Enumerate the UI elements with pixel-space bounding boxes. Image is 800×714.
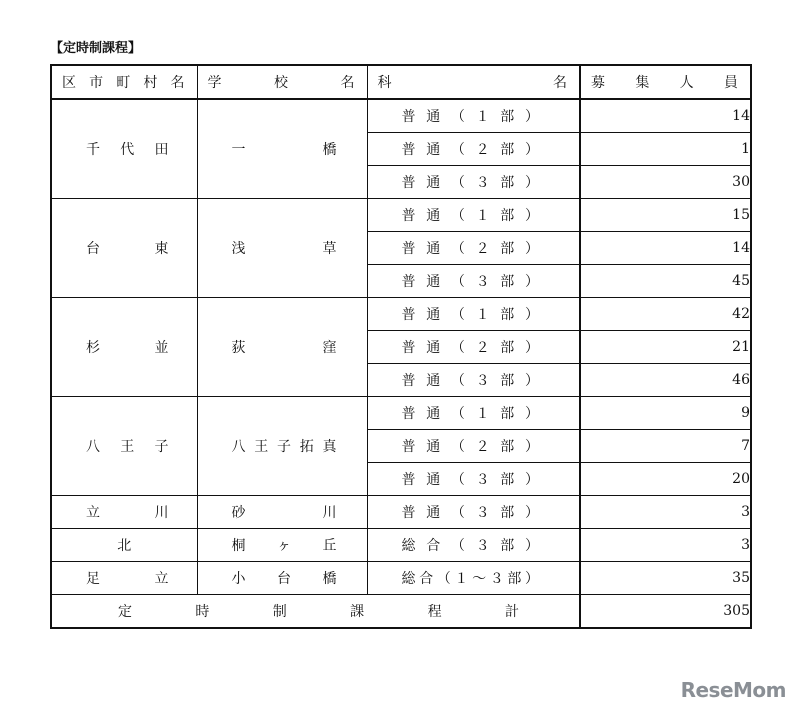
municipality-cell: 立 川 — [51, 496, 197, 529]
capacity-cell: 14 — [580, 99, 751, 133]
course-cell: 普 通 （ １ 部 ） — [367, 99, 580, 133]
course-cell: 普 通 （ ２ 部 ） — [367, 430, 580, 463]
municipality-cell: 八 王 子 — [51, 397, 197, 496]
school-cell: 桐 ヶ 丘 — [197, 529, 367, 562]
capacity-cell: 7 — [580, 430, 751, 463]
capacity-cell: 42 — [580, 298, 751, 331]
capacity-cell: 45 — [580, 265, 751, 298]
capacity-cell: 15 — [580, 199, 751, 232]
capacity-cell: 9 — [580, 397, 751, 430]
header-course: 科 名 — [367, 65, 580, 99]
course-cell: 総 合 （ １ ～ ３ 部 ） — [367, 562, 580, 595]
course-cell: 普 通 （ １ 部 ） — [367, 199, 580, 232]
table-body — [51, 99, 751, 628]
capacity-cell: 14 — [580, 232, 751, 265]
course-cell: 普 通 （ ３ 部 ） — [367, 265, 580, 298]
resemom-logo — [681, 678, 786, 702]
municipality-cell: 足 立 — [51, 562, 197, 595]
table-row — [51, 99, 751, 133]
capacity-cell: 30 — [580, 166, 751, 199]
school-cell: 小 台 橋 — [197, 562, 367, 595]
municipality-cell: 杉 並 — [51, 298, 197, 397]
header-school: 学 校 名 — [197, 65, 367, 99]
course-cell: 普 通 （ ３ 部 ） — [367, 364, 580, 397]
table-row — [51, 298, 751, 331]
municipality-cell: 北 — [51, 529, 197, 562]
table-row — [51, 199, 751, 232]
capacity-cell: 35 — [580, 562, 751, 595]
logo-text: ReseMom — [680, 678, 786, 702]
school-cell: 荻 窪 — [197, 298, 367, 397]
municipality-cell: 台 東 — [51, 199, 197, 298]
course-cell: 普 通 （ １ 部 ） — [367, 298, 580, 331]
header-row — [51, 65, 751, 99]
table-row — [51, 397, 751, 430]
section-heading: 【定時制課程】 — [50, 41, 142, 56]
total-capacity: 305 — [580, 595, 751, 629]
header-capacity: 募 集 人 員 — [580, 65, 751, 99]
capacity-cell: 3 — [580, 496, 751, 529]
table-row — [51, 562, 751, 595]
school-cell: 砂 川 — [197, 496, 367, 529]
school-cell: 浅 草 — [197, 199, 367, 298]
school-cell: 八 王 子 拓 真 — [197, 397, 367, 496]
table-row — [51, 496, 751, 529]
total-row — [51, 595, 751, 629]
enrollment-table — [50, 64, 752, 629]
course-cell: 普 通 （ ３ 部 ） — [367, 496, 580, 529]
course-cell: 普 通 （ ３ 部 ） — [367, 166, 580, 199]
capacity-cell: 46 — [580, 364, 751, 397]
capacity-cell: 21 — [580, 331, 751, 364]
capacity-cell: 3 — [580, 529, 751, 562]
capacity-cell: 1 — [580, 133, 751, 166]
course-cell: 普 通 （ ３ 部 ） — [367, 463, 580, 496]
total-label: 定 時 制 課 程 計 — [51, 595, 580, 629]
municipality-cell: 千 代 田 — [51, 99, 197, 199]
course-cell: 普 通 （ ２ 部 ） — [367, 133, 580, 166]
course-cell: 普 通 （ ２ 部 ） — [367, 232, 580, 265]
table-row — [51, 529, 751, 562]
course-cell: 総 合 （ ３ 部 ） — [367, 529, 580, 562]
course-cell: 普 通 （ １ 部 ） — [367, 397, 580, 430]
capacity-cell: 20 — [580, 463, 751, 496]
course-cell: 普 通 （ ２ 部 ） — [367, 331, 580, 364]
school-cell: 一 橋 — [197, 99, 367, 199]
header-municipality: 区 市 町 村 名 — [51, 65, 197, 99]
